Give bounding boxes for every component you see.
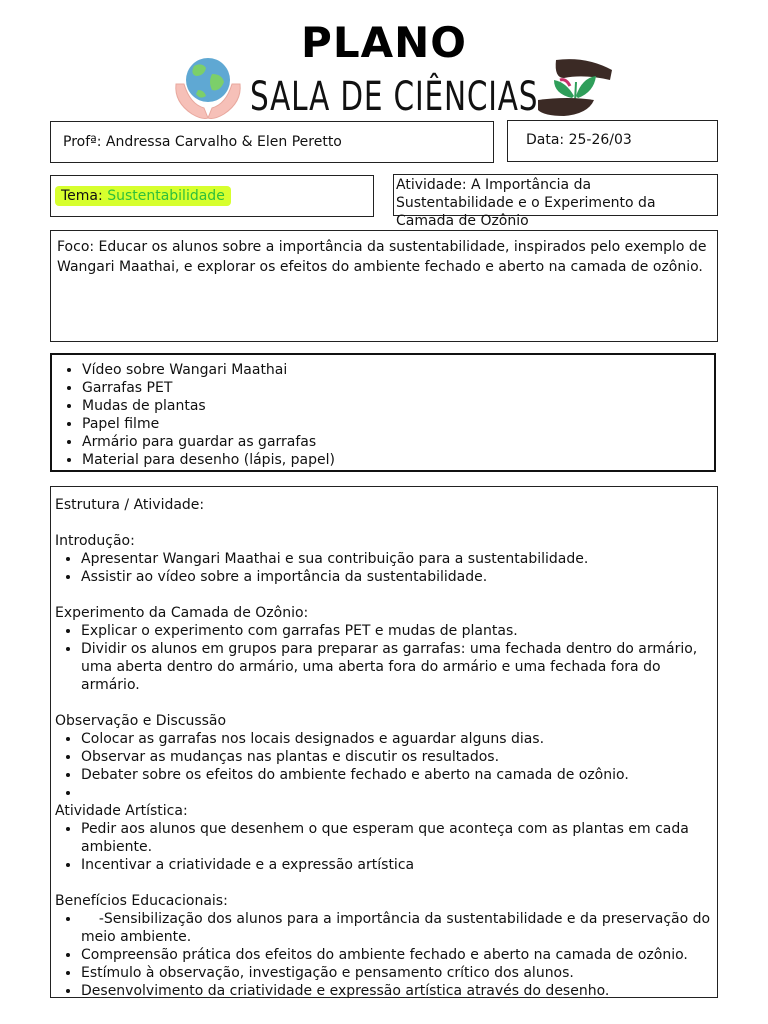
structure-content bbox=[55, 496, 715, 1000]
list-item: • Dividir os alunos em grupos para preparar as garrafas: uma fechada dentro do armário, uma aberta dentro do armário, uma aberta fora do armário e uma fechada fora do armário. bbox=[81, 640, 711, 694]
intro-list bbox=[55, 550, 711, 586]
page-subtitle: SALA DE CIÊNCIAS bbox=[250, 74, 539, 120]
page-title: PLANO bbox=[301, 18, 467, 67]
list-item: • Papel filme bbox=[82, 415, 335, 433]
list-item: • Explicar o experimento com garrafas PET e mudas de plantas. bbox=[81, 622, 711, 640]
list-item: • Desenvolvimento da criatividade e expressão artística através do desenho. bbox=[81, 982, 711, 1000]
theme-value: Sustentabilidade bbox=[107, 188, 225, 204]
activity-text: Atividade: A Importância da Sustentabilidade e o Experimento da Camada de Ozônio bbox=[396, 177, 656, 229]
list-item: • Pedir aos alunos que desenhem o que esperam que aconteça com as plantas em cada ambiente. bbox=[81, 820, 711, 856]
list-item: • Debater sobre os efeitos do ambiente fechado e aberto na camada de ozônio. bbox=[81, 766, 711, 784]
observation-title: Observação e Discussão bbox=[55, 713, 227, 729]
list-item: • -Sensibilização dos alunos para a importância da sustentabilidade e da preservação do meio ambiente. bbox=[81, 910, 711, 946]
teacher-name: Profª: Andressa Carvalho & Elen Peretto bbox=[63, 134, 342, 150]
observation-list bbox=[55, 730, 711, 802]
benefits-title: Benefícios Educacionais: bbox=[55, 893, 228, 909]
list-item: • Colocar as garrafas nos locais designados e aguardar alguns dias. bbox=[81, 730, 711, 748]
materials-list bbox=[56, 361, 335, 469]
list-item: • Armário para guardar as garrafas bbox=[82, 433, 335, 451]
list-item: • Apresentar Wangari Maathai e sua contribuição para a sustentabilidade. bbox=[81, 550, 711, 568]
list-item: • Observar as mudanças nas plantas e discutir os resultados. bbox=[81, 748, 711, 766]
list-item: • Incentivar a criatividade e a expressão artística bbox=[81, 856, 711, 874]
intro-title: Introdução: bbox=[55, 533, 135, 549]
materials-box bbox=[50, 353, 716, 472]
list-item: • Assistir ao vídeo sobre a importância da sustentabilidade. bbox=[81, 568, 711, 586]
teacher-box bbox=[50, 121, 494, 163]
theme-label: Tema: bbox=[61, 188, 103, 204]
list-item: • Material para desenho (lápis, papel) bbox=[82, 451, 335, 469]
structure-heading: Estrutura / Atividade: bbox=[55, 497, 205, 513]
list-item: • Estímulo à observação, investigação e pensamento crítico dos alunos. bbox=[81, 964, 711, 982]
focus-text: Foco: Educar os alunos sobre a importância da sustentabilidade, inspirados pelo exemplo de Wangari Maathai, e explorar os efeitos do ambiente fechado e aberto na camada de ozônio. bbox=[57, 239, 707, 275]
list-item bbox=[81, 784, 711, 802]
theme-highlight bbox=[55, 186, 231, 206]
experiment-list bbox=[55, 622, 711, 694]
structure-box bbox=[50, 486, 718, 998]
list-item: • Mudas de plantas bbox=[82, 397, 335, 415]
date-text: Data: 25-26/03 bbox=[526, 132, 632, 148]
plant-in-hands-icon bbox=[534, 56, 616, 120]
experiment-title: Experimento da Camada de Ozônio: bbox=[55, 605, 309, 621]
benefits-list bbox=[55, 910, 715, 1000]
theme-box bbox=[50, 175, 374, 217]
activity-box bbox=[393, 174, 718, 229]
date-box bbox=[507, 120, 718, 162]
art-list bbox=[55, 820, 711, 874]
list-item: • Vídeo sobre Wangari Maathai bbox=[82, 361, 335, 379]
list-item: • Compreensão prática dos efeitos do ambiente fechado e aberto na camada de ozônio. bbox=[81, 946, 711, 964]
focus-box bbox=[50, 230, 718, 342]
list-item: • Garrafas PET bbox=[82, 379, 335, 397]
art-title: Atividade Artística: bbox=[55, 803, 188, 819]
globe-in-hands-icon bbox=[172, 54, 244, 124]
